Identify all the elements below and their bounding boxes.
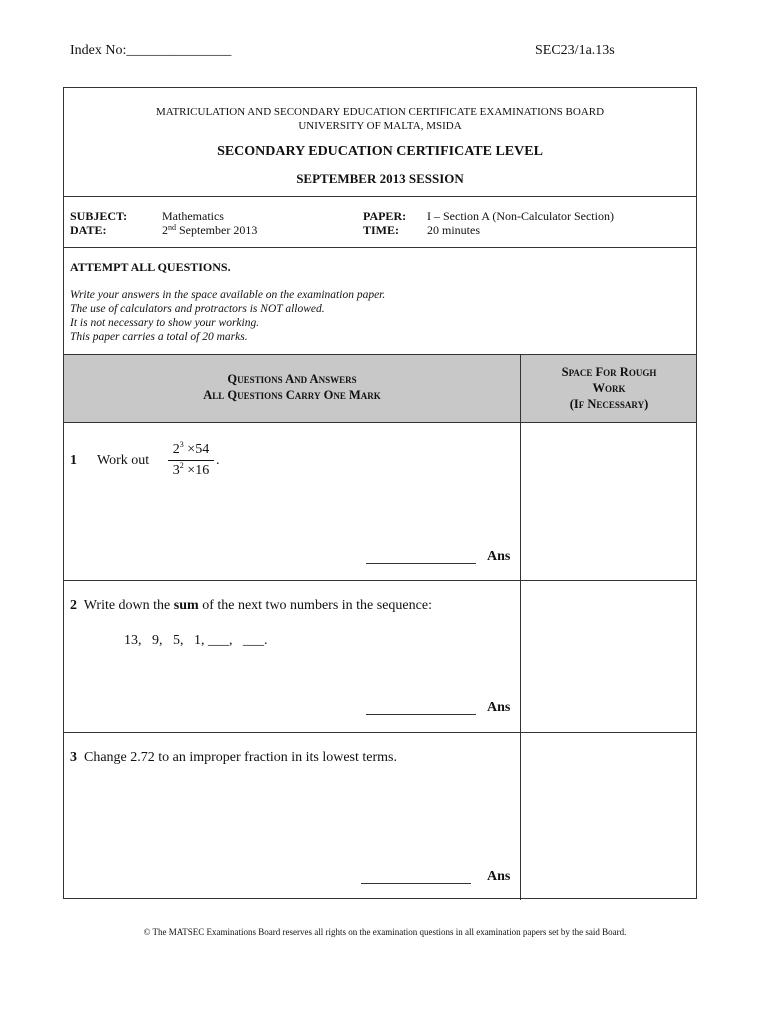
question-2-text: 2 Write down the sum of the next two numbers in the sequence: [70,598,432,613]
question-1-number: 1 [70,453,77,468]
answer-label-3: Ans [487,869,511,884]
exam-cover-frame [63,87,697,899]
divider [64,196,696,197]
question-2-number: 2 [70,598,77,613]
instructions-list [70,288,385,344]
question-1-fraction [168,442,214,479]
answer-line-3[interactable] [361,883,471,884]
divider [64,422,696,423]
divider [64,247,696,248]
question-1-period: . [216,453,220,468]
answer-line-1[interactable] [366,563,476,564]
board-line-2: UNIVERSITY OF MALTA, MSIDA [298,120,462,132]
paper-label: PAPER: [363,209,407,223]
time-label: TIME: [363,223,399,237]
copyright-footer: © The MATSEC Examinations Board reserves all rights on the examination questions in all examination papers set by the said Board. [143,927,627,937]
instruction-line: This paper carries a total of 20 marks. [70,331,248,343]
time-value: 20 minutes [427,223,480,237]
questions-column-header: Questions And Answers All Questions Carry One Mark [203,372,381,402]
column-divider [520,354,521,900]
fraction-bar [168,460,214,461]
question-3-number: 3 [70,750,77,765]
instructions-heading: ATTEMPT ALL QUESTIONS. [70,260,231,274]
question-1-text: Work out [97,453,150,468]
subject-value: Mathematics [162,209,224,223]
question-3-text: 3 Change 2.72 to an improper fraction in its lowest terms. [70,750,397,765]
fraction-numerator: $2^3 \times 54$ [172,440,210,457]
instruction-line: The use of calculators and protractors is NOT allowed. [70,303,325,315]
board-line-1: MATRICULATION AND SECONDARY EDUCATION CERTIFICATE EXAMINATIONS BOARD [155,106,605,118]
divider [64,354,696,355]
divider [64,732,696,733]
rough-work-column-header: Space For Rough Work (If Necessary) [561,365,657,411]
subject-label: SUBJECT: [70,209,128,223]
instruction-line: Write your answers in the space available on the examination paper. [70,289,386,301]
answer-label-1: Ans [487,549,511,564]
paper-reference-code: SEC23/1a.13s [535,43,615,58]
fraction-denominator: $3^2 \times 16$ [172,461,210,478]
date-value: 2nd September 2013 [162,223,258,237]
certificate-level: SECONDARY EDUCATION CERTIFICATE LEVEL [217,144,543,159]
answer-line-2[interactable] [366,714,476,715]
instruction-line: It is not necessary to show your working. [70,317,260,329]
date-label: DATE: [70,223,107,237]
paper-value: I – Section A (Non-Calculator Section) [427,209,614,223]
question-2-sequence: 13, 9, 5, 1, ___, ___. [124,633,268,648]
answer-label-2: Ans [487,700,511,715]
divider [64,580,696,581]
index-number-field: Index No:_______________ [70,43,232,58]
board-name [64,105,696,133]
session-title: SEPTEMBER 2013 SESSION [296,171,464,186]
